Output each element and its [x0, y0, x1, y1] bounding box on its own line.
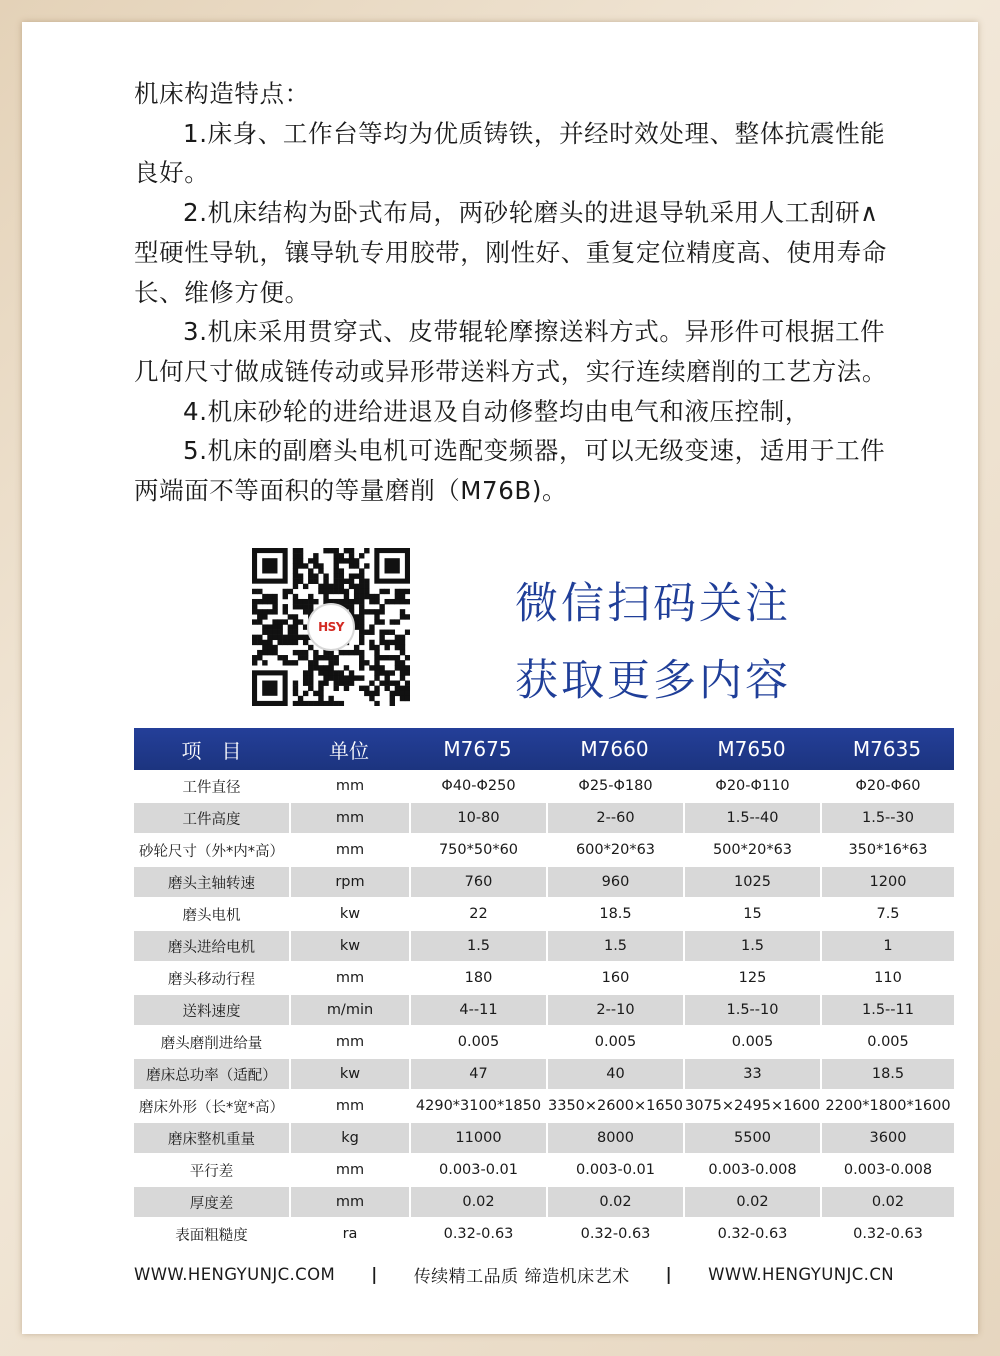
feature-item-4: 4.机床砂轮的进给进退及自动修整均由电气和液压控制，	[183, 396, 810, 426]
spec-unit-cell: kw	[289, 898, 409, 930]
spec-unit-cell: ra	[289, 1218, 409, 1250]
spec-row	[134, 1154, 954, 1186]
spec-value-cell: 0.32-0.63	[409, 1218, 546, 1250]
spec-value-cell: 1.5--30	[820, 802, 954, 834]
spec-value-cell: 160	[546, 962, 683, 994]
spec-value-cell: 1200	[820, 866, 954, 898]
footer-separator: |	[371, 1265, 378, 1284]
spec-item-cell: 磨头电机	[134, 898, 289, 930]
spec-item-cell: 工件高度	[134, 802, 289, 834]
spec-value-cell: 1025	[683, 866, 820, 898]
spec-row	[134, 1186, 954, 1218]
header-m7660: M7660	[546, 728, 683, 770]
spec-value-cell: 1.5--40	[683, 802, 820, 834]
spec-item-cell: 磨床外形（长*宽*高）	[134, 1090, 289, 1122]
wechat-qr-code	[252, 548, 410, 706]
header-m7650: M7650	[683, 728, 820, 770]
spec-value-cell: Φ40-Φ250	[409, 770, 546, 802]
spec-item-cell: 磨床整机重量	[134, 1122, 289, 1154]
spec-unit-cell: mm	[289, 834, 409, 866]
spec-value-cell: 3075×2495×1600	[683, 1090, 820, 1122]
footer-separator: |	[665, 1265, 673, 1284]
spec-value-cell: 4290*3100*1850	[409, 1090, 546, 1122]
hsy-logo: HSY	[307, 603, 355, 651]
spec-unit-cell: rpm	[289, 866, 409, 898]
spec-row	[134, 1090, 954, 1122]
spec-value-cell: 0.32-0.63	[683, 1218, 820, 1250]
feature-item-5: 5.机床的副磨头电机可选配变频器，可以无级变速，适用于工件两端面不等面积的等量磨削（M76B)。	[134, 436, 886, 506]
spec-value-cell: 125	[683, 962, 820, 994]
footer-tagline: 传续精工品质 缔造机床艺术	[413, 1267, 630, 1287]
spec-item-cell: 砂轮尺寸（外*内*高）	[134, 834, 289, 866]
spec-item-cell: 磨头主轴转速	[134, 866, 289, 898]
spec-value-cell: 10-80	[409, 802, 546, 834]
spec-item-cell: 磨床总功率（适配）	[134, 1058, 289, 1090]
spec-value-cell: 33	[683, 1058, 820, 1090]
spec-value-cell: 0.003-0.008	[820, 1154, 954, 1186]
spec-row	[134, 1026, 954, 1058]
spec-value-cell: 760	[409, 866, 546, 898]
spec-row	[134, 962, 954, 994]
spec-value-cell: 1.5--10	[683, 994, 820, 1026]
spec-value-cell: 3350×2600×1650	[546, 1090, 683, 1122]
header-m7675: M7675	[409, 728, 546, 770]
spec-item-cell: 磨头进给电机	[134, 930, 289, 962]
spec-value-cell: 0.32-0.63	[546, 1218, 683, 1250]
spec-value-cell: 8000	[546, 1122, 683, 1154]
spec-item-cell: 送料速度	[134, 994, 289, 1026]
spec-value-cell: 0.003-0.01	[409, 1154, 546, 1186]
spec-value-cell: 500*20*63	[683, 834, 820, 866]
wechat-slogan	[515, 566, 791, 720]
spec-unit-cell: mm	[289, 1026, 409, 1058]
spec-row	[134, 802, 954, 834]
spec-row	[134, 898, 954, 930]
spec-item-cell: 工件直径	[134, 770, 289, 802]
spec-item-cell: 磨头移动行程	[134, 962, 289, 994]
spec-unit-cell: m/min	[289, 994, 409, 1026]
spec-value-cell: 2200*1800*1600	[820, 1090, 954, 1122]
spec-value-cell: 7.5	[820, 898, 954, 930]
spec-value-cell: 600*20*63	[546, 834, 683, 866]
header-m7635: M7635	[820, 728, 954, 770]
spec-value-cell: Φ20-Φ110	[683, 770, 820, 802]
spec-value-cell: 110	[820, 962, 954, 994]
spec-value-cell: 180	[409, 962, 546, 994]
spec-value-cell: 47	[409, 1058, 546, 1090]
spec-row	[134, 994, 954, 1026]
spec-value-cell: 11000	[409, 1122, 546, 1154]
slogan-line-2: 获取更多内容	[515, 656, 791, 706]
spec-value-cell: 0.005	[546, 1026, 683, 1058]
spec-value-cell: 22	[409, 898, 546, 930]
spec-value-cell: 0.005	[683, 1026, 820, 1058]
spec-value-cell: 350*16*63	[820, 834, 954, 866]
spec-value-cell: 0.003-0.008	[683, 1154, 820, 1186]
header-item: 项 目	[134, 728, 289, 770]
spec-value-cell: 1.5--11	[820, 994, 954, 1026]
spec-value-cell: 18.5	[820, 1058, 954, 1090]
header-unit: 单位	[289, 728, 409, 770]
footer	[134, 1262, 894, 1287]
features-section	[134, 74, 894, 511]
spec-unit-cell: mm	[289, 1090, 409, 1122]
spec-value-cell: 2--60	[546, 802, 683, 834]
spec-value-cell: 960	[546, 866, 683, 898]
spec-table-header	[134, 728, 954, 770]
spec-value-cell: 1	[820, 930, 954, 962]
spec-value-cell: 0.005	[409, 1026, 546, 1058]
spec-unit-cell: kw	[289, 930, 409, 962]
spec-value-cell: 15	[683, 898, 820, 930]
spec-value-cell: 0.02	[546, 1186, 683, 1218]
spec-row	[134, 930, 954, 962]
spec-row	[134, 1122, 954, 1154]
spec-value-cell: 40	[546, 1058, 683, 1090]
spec-item-cell: 平行差	[134, 1154, 289, 1186]
spec-value-cell: 0.005	[820, 1026, 954, 1058]
spec-value-cell: 1.5	[546, 930, 683, 962]
spec-value-cell: 3600	[820, 1122, 954, 1154]
footer-url-com[interactable]: WWW.HENGYUNJC.COM	[134, 1265, 336, 1284]
spec-item-cell: 厚度差	[134, 1186, 289, 1218]
spec-value-cell: 0.003-0.01	[546, 1154, 683, 1186]
spec-unit-cell: mm	[289, 1154, 409, 1186]
feature-item-1: 1.床身、工作台等均为优质铸铁，并经时效处理、整体抗震性能良好。	[134, 118, 886, 188]
feature-item-3: 3.机床采用贯穿式、皮带辊轮摩擦送料方式。异形件可根据工件几何尺寸做成链传动或异形带送料方式，实行连续磨削的工艺方法。	[134, 317, 887, 386]
spec-row	[134, 770, 954, 802]
spec-row	[134, 866, 954, 898]
spec-item-cell: 表面粗糙度	[134, 1218, 289, 1250]
spec-row	[134, 1058, 954, 1090]
spec-unit-cell: mm	[289, 802, 409, 834]
spec-row	[134, 834, 954, 866]
spec-value-cell: 0.02	[409, 1186, 546, 1218]
spec-value-cell: 0.02	[683, 1186, 820, 1218]
spec-value-cell: Φ25-Φ180	[546, 770, 683, 802]
spec-item-cell: 磨头磨削进给量	[134, 1026, 289, 1058]
spec-unit-cell: mm	[289, 962, 409, 994]
features-heading: 机床构造特点：	[134, 79, 310, 108]
footer-url-cn[interactable]: WWW.HENGYUNJC.CN	[708, 1265, 894, 1284]
spec-value-cell: 0.02	[820, 1186, 954, 1218]
spec-unit-cell: mm	[289, 1186, 409, 1218]
spec-value-cell: 2--10	[546, 994, 683, 1026]
spec-value-cell: 750*50*60	[409, 834, 546, 866]
spec-value-cell: 5500	[683, 1122, 820, 1154]
spec-value-cell: 1.5	[683, 930, 820, 962]
spec-value-cell: 1.5	[409, 930, 546, 962]
spec-unit-cell: kw	[289, 1058, 409, 1090]
spec-value-cell: Φ20-Φ60	[820, 770, 954, 802]
spec-table	[134, 728, 954, 1250]
spec-row	[134, 1218, 954, 1250]
spec-unit-cell: mm	[289, 770, 409, 802]
feature-item-2: 2.机床结构为卧式布局，两砂轮磨头的进退导轨采用人工刮研∧型硬性导轨，镶导轨专用胶带，刚性好、重复定位精度高、使用寿命长、维修方便。	[134, 198, 887, 307]
spec-value-cell: 18.5	[546, 898, 683, 930]
spec-value-cell: 4--11	[409, 994, 546, 1026]
spec-unit-cell: kg	[289, 1122, 409, 1154]
spec-value-cell: 0.32-0.63	[820, 1218, 954, 1250]
slogan-line-1: 微信扫码关注	[515, 579, 791, 629]
